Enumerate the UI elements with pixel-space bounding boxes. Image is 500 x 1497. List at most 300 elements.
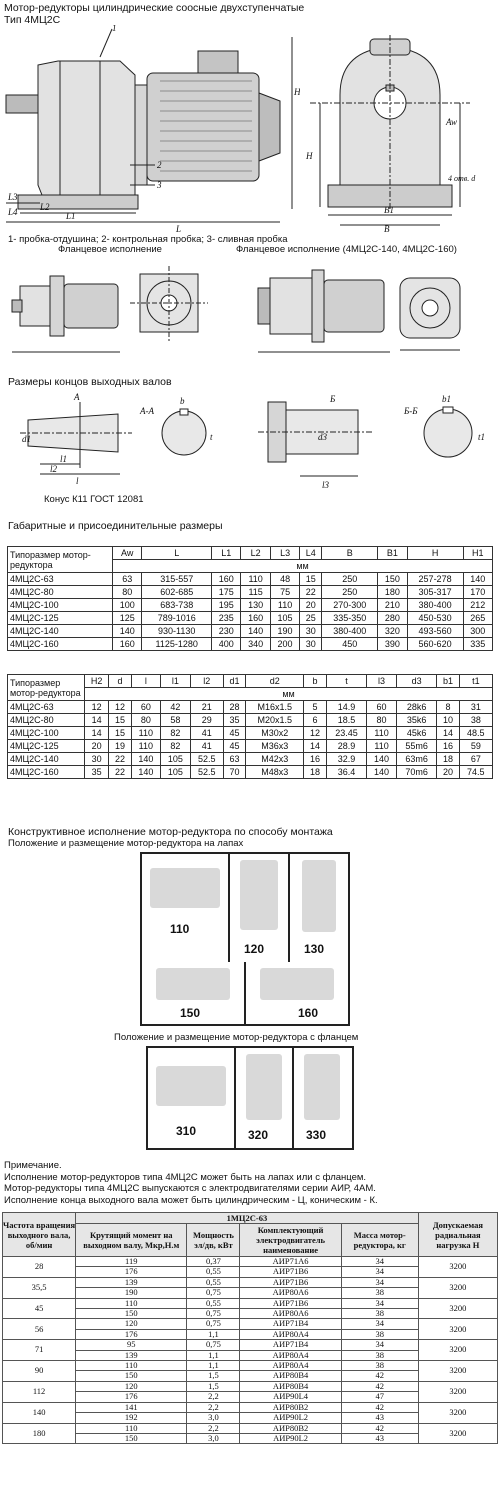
header-cell: B1 (378, 547, 407, 560)
spec-group-header: 1МЦ2С-63 (76, 1213, 419, 1224)
shafts-title: Размеры концов выходных валов (8, 376, 172, 388)
table-cell: 29 (190, 714, 223, 727)
header-cell: Типоразмер мотор-редуктора (8, 547, 113, 573)
table-cell: 22 (300, 586, 322, 599)
plug-legend: 1- пробка-отдушина; 2- контрольная пробка; 3- сливная пробка (8, 234, 288, 245)
spec-row (3, 1298, 498, 1308)
load-cell: 3200 (418, 1381, 497, 1402)
table-cell: 28k6 (396, 701, 437, 714)
table-cell: 15 (109, 727, 131, 740)
spec-cell: 150 (76, 1433, 187, 1443)
table-cell: 257-278 (407, 573, 463, 586)
spec-cell: 150 (76, 1371, 187, 1381)
mount-code: 310 (176, 1124, 197, 1138)
label-L1: L1 (66, 211, 76, 221)
table-cell: 105 (270, 612, 299, 625)
dims-table-1 (7, 546, 493, 651)
spec-cell: 42 (341, 1423, 418, 1433)
dims-title: Габаритные и присоединительные размеры (8, 520, 223, 532)
label-B: B (384, 224, 390, 234)
table-cell: 140 (367, 766, 397, 779)
table-cell: 160 (113, 638, 142, 651)
table-cell: M16x1.5 (246, 701, 304, 714)
feet-caption: Положение и размещение мотор-редуктора на лапах (8, 838, 244, 849)
label-H: H (294, 87, 300, 97)
table-cell: 4МЦ2С-80 (8, 714, 85, 727)
table-cell: 140 (367, 753, 397, 766)
spec-cell: 3,0 (187, 1413, 240, 1423)
motor-image (156, 1066, 226, 1106)
table-cell: 105 (161, 753, 191, 766)
spec-cell: 43 (341, 1433, 418, 1443)
mount-130 (290, 854, 348, 964)
mount-code: 150 (180, 1006, 201, 1020)
spec-cell: 2,2 (187, 1402, 240, 1412)
header-cell: l3 (367, 675, 397, 688)
header-cell: b1 (437, 675, 459, 688)
note-line: Исполнение мотор-редукторов типа 4МЦ2С может быть на лапах или с фланцем. (4, 1171, 367, 1183)
table-cell: 18 (437, 753, 459, 766)
table-cell: 340 (241, 638, 270, 651)
page-title: Мотор-редукторы цилиндрические соосные двухступенчатые (4, 2, 305, 14)
table-cell: 450 (322, 638, 378, 651)
table-cell: 15 (300, 573, 322, 586)
side-view-drawing (0, 25, 300, 235)
table-cell: 250 (322, 586, 378, 599)
table-cell: 270-300 (322, 599, 378, 612)
header-cell: L3 (270, 547, 299, 560)
table-cell: 52.5 (190, 753, 223, 766)
front-view-drawing (300, 25, 500, 235)
spec-cell: АИР71В6 (240, 1277, 341, 1287)
table-cell: 41 (190, 740, 223, 753)
motor-image (240, 860, 278, 930)
flange-drawings (0, 256, 500, 360)
shaft-ends-drawing (0, 392, 500, 510)
rpm-cell: 45 (3, 1298, 76, 1319)
header-cell: Aw (113, 547, 142, 560)
table-cell: 25 (300, 612, 322, 625)
motor-image (150, 868, 220, 908)
table-cell: 140 (131, 753, 161, 766)
spec-cell: АИР80А4 (240, 1361, 341, 1371)
table-row (8, 753, 493, 766)
table-cell: 200 (270, 638, 299, 651)
spec-cell: АИР80А6 (240, 1288, 341, 1298)
header-cell: d2 (246, 675, 304, 688)
spec-header-cell: Комплектующий электродвигатель наименование (240, 1224, 341, 1257)
spec-cell: АИР80А4 (240, 1329, 341, 1339)
header-cell: l1 (161, 675, 191, 688)
table-cell: 19 (109, 740, 131, 753)
table-cell: 38 (459, 714, 492, 727)
table-cell: 28 (223, 701, 245, 714)
table-row (8, 714, 493, 727)
motor-image (304, 1054, 340, 1120)
spec-cell: 34 (341, 1298, 418, 1308)
spec-cell: 95 (76, 1340, 187, 1350)
table-cell: 212 (463, 599, 493, 612)
table-cell: 250 (322, 573, 378, 586)
spec-cell: АИР71В4 (240, 1340, 341, 1350)
spec-row (3, 1277, 498, 1287)
spec-cell: 42 (341, 1402, 418, 1412)
table-cell: 105 (161, 766, 191, 779)
spec-cell: 34 (341, 1257, 418, 1267)
label-t: t (210, 432, 213, 442)
spec-cell: 1,5 (187, 1371, 240, 1381)
rpm-cell: 140 (3, 1402, 76, 1423)
spec-cell: 1,5 (187, 1381, 240, 1391)
feet-mount-row-1 (140, 852, 350, 966)
spec-cell: 0,55 (187, 1298, 240, 1308)
label-2: 2 (157, 160, 162, 170)
table-cell: 23.45 (326, 727, 367, 740)
table-cell: 12 (85, 701, 109, 714)
spec-cell: 1,1 (187, 1329, 240, 1339)
label-3: 3 (157, 180, 162, 190)
spec-cell: 34 (341, 1267, 418, 1277)
spec-header-cell: Допускаемая радиальная нагрузка Н (418, 1213, 497, 1257)
table-cell: 74.5 (459, 766, 492, 779)
spec-cell: 110 (76, 1423, 187, 1433)
spec-cell: АИР80В4 (240, 1371, 341, 1381)
table-cell: 14 (85, 727, 109, 740)
label-b1: b1 (442, 394, 451, 404)
motor-image (260, 968, 334, 1000)
header-cell: L (142, 547, 212, 560)
rpm-cell: 90 (3, 1361, 76, 1382)
spec-cell: 150 (76, 1309, 187, 1319)
table-cell: 190 (270, 625, 299, 638)
table-cell: 32.9 (326, 753, 367, 766)
spec-cell: 139 (76, 1277, 187, 1287)
flange-mount-caption: Положение и размещение мотор-редуктора с фланцем (114, 1032, 359, 1043)
table-cell: 82 (161, 740, 191, 753)
spec-row (3, 1361, 498, 1371)
table-cell: 45 (223, 727, 245, 740)
rpm-cell: 35,5 (3, 1277, 76, 1298)
table-cell: 230 (212, 625, 241, 638)
table-cell: 60 (367, 701, 397, 714)
header-cell: H2 (85, 675, 109, 688)
table-cell: 12 (109, 701, 131, 714)
table-cell: 80 (131, 714, 161, 727)
table-cell: 80 (367, 714, 397, 727)
table-cell: 300 (463, 625, 493, 638)
table-cell: 14 (437, 727, 459, 740)
table-cell: 28.9 (326, 740, 367, 753)
mount-code: 160 (298, 1006, 319, 1020)
table-cell: 4МЦ2С-125 (8, 740, 85, 753)
table-cell: 110 (131, 740, 161, 753)
table-cell: 10 (437, 714, 459, 727)
table-cell: 55m6 (396, 740, 437, 753)
header-cell: H (407, 547, 463, 560)
table-cell: 4МЦ2С-140 (8, 753, 85, 766)
table-cell: 125 (113, 612, 142, 625)
table-cell: 63 (113, 573, 142, 586)
table-cell: M30x2 (246, 727, 304, 740)
label-A: А (74, 392, 80, 402)
spec-cell: 38 (341, 1361, 418, 1371)
table-row (8, 766, 493, 779)
mount-120 (230, 854, 290, 964)
unit-cell: мм (85, 688, 493, 701)
spec-cell: 38 (341, 1350, 418, 1360)
load-cell: 3200 (418, 1277, 497, 1298)
table-row (8, 586, 493, 599)
table-row (8, 625, 493, 638)
label-holes: 4 отв. d (448, 174, 476, 183)
table-cell: 4МЦ2С-100 (8, 727, 85, 740)
table-cell: 140 (463, 573, 493, 586)
table-cell: 930-1130 (142, 625, 212, 638)
load-cell: 3200 (418, 1257, 497, 1278)
spec-cell: 38 (341, 1329, 418, 1339)
table-cell: 22 (109, 766, 131, 779)
table-cell: 4МЦ2С-100 (8, 599, 113, 612)
spec-cell: 38 (341, 1309, 418, 1319)
table-row (8, 638, 493, 651)
table-cell: 400 (212, 638, 241, 651)
table-cell: 789-1016 (142, 612, 212, 625)
table-cell: 30 (300, 638, 322, 651)
spec-cell: АИР80А6 (240, 1309, 341, 1319)
table-cell: 170 (463, 586, 493, 599)
label-l3: l3 (322, 480, 330, 490)
spec-cell: 176 (76, 1267, 187, 1277)
label-l1: l1 (60, 454, 68, 464)
table-cell: 140 (113, 625, 142, 638)
spec-row (3, 1423, 498, 1433)
table-cell: 315-557 (142, 573, 212, 586)
spec-cell: 1,1 (187, 1361, 240, 1371)
table-row (8, 701, 493, 714)
header-cell: l2 (190, 675, 223, 688)
table-cell: 305-317 (407, 586, 463, 599)
notes (4, 1160, 378, 1206)
table-cell: 4МЦ2С-160 (8, 638, 113, 651)
table-cell: 31 (459, 701, 492, 714)
flange-caption-right: Фланцевое исполнение (4МЦ2С-140, 4МЦ2С-160) (236, 244, 457, 255)
table-cell: 110 (270, 599, 299, 612)
flange-mount-row (146, 1046, 354, 1150)
load-cell: 3200 (418, 1319, 497, 1340)
table-cell: 35 (223, 714, 245, 727)
table-cell: 380-400 (407, 599, 463, 612)
mount-160 (246, 962, 348, 1024)
load-cell: 3200 (418, 1361, 497, 1382)
table-cell: 210 (378, 599, 407, 612)
spec-cell: 176 (76, 1392, 187, 1402)
table-cell: 4МЦ2С-63 (8, 701, 85, 714)
table-cell: 48.5 (459, 727, 492, 740)
table-cell: 380-400 (322, 625, 378, 638)
spec-header-cell: Крутящий момент на выходном валу, Мкр,Н.м (76, 1224, 187, 1257)
note-line: Исполнение конца выходного вала может быть цилиндрическим - Ц, коническим - К. (4, 1194, 378, 1206)
table-cell: 335-350 (322, 612, 378, 625)
header-cell: b (304, 675, 326, 688)
table-cell: 42 (161, 701, 191, 714)
table-cell: 140 (131, 766, 161, 779)
table-cell: 4МЦ2С-160 (8, 766, 85, 779)
spec-cell: АИР71В6 (240, 1267, 341, 1277)
table-cell: 602-685 (142, 586, 212, 599)
spec-cell: 42 (341, 1381, 418, 1391)
table-cell: 58 (161, 714, 191, 727)
table-cell: 63m6 (396, 753, 437, 766)
table-cell: 4МЦ2С-63 (8, 573, 113, 586)
spec-cell: 0,75 (187, 1288, 240, 1298)
mount-code: 110 (170, 922, 190, 936)
table-cell: 45 (223, 740, 245, 753)
spec-row (3, 1340, 498, 1350)
header-cell: d1 (223, 675, 245, 688)
table-cell: 195 (212, 599, 241, 612)
header-cell: d3 (396, 675, 437, 688)
table-row (8, 727, 493, 740)
table-cell: 80 (113, 586, 142, 599)
table-cell: 110 (367, 727, 397, 740)
table-cell: M48x3 (246, 766, 304, 779)
header-cell: L1 (212, 547, 241, 560)
header-cell: d (109, 675, 131, 688)
spec-row (3, 1257, 498, 1267)
spec-cell: 34 (341, 1277, 418, 1287)
table-cell: 450-530 (407, 612, 463, 625)
table-cell: 110 (131, 727, 161, 740)
table-cell: 110 (241, 573, 270, 586)
table-cell: 280 (378, 612, 407, 625)
spec-cell: 2,2 (187, 1392, 240, 1402)
table-row (8, 612, 493, 625)
spec-cell: 190 (76, 1288, 187, 1298)
table-cell: 16 (304, 753, 326, 766)
table-cell: 70m6 (396, 766, 437, 779)
type-label: Тип 4МЦ2С (4, 14, 61, 26)
spec-cell: 119 (76, 1257, 187, 1267)
table-cell: 12 (304, 727, 326, 740)
rpm-cell: 28 (3, 1257, 76, 1278)
spec-cell: 176 (76, 1329, 187, 1339)
spec-cell: 1,1 (187, 1350, 240, 1360)
table-cell: 52.5 (190, 766, 223, 779)
table-cell: M42x3 (246, 753, 304, 766)
table-cell: 335 (463, 638, 493, 651)
label-Aw: Aw (446, 117, 458, 127)
spec-cell: АИР80В2 (240, 1423, 341, 1433)
mount-110 (142, 854, 230, 964)
spec-cell: 38 (341, 1288, 418, 1298)
table-cell: 15 (109, 714, 131, 727)
table-cell: 320 (378, 625, 407, 638)
table-cell: 75 (270, 586, 299, 599)
table-cell: 110 (367, 740, 397, 753)
table-cell: 48 (270, 573, 299, 586)
label-l: l (76, 476, 79, 486)
load-cell: 3200 (418, 1402, 497, 1423)
spec-group-row (3, 1213, 498, 1224)
spec-cell: 120 (76, 1319, 187, 1329)
label-B1: B1 (384, 205, 394, 215)
label-L2: L2 (40, 202, 50, 212)
header-cell: Типоразмер мотор-редуктора (8, 675, 85, 701)
table-cell: 5 (304, 701, 326, 714)
mount-code: 330 (306, 1128, 327, 1142)
spec-cell: АИР71А6 (240, 1257, 341, 1267)
notes-heading: Примечание. (4, 1160, 62, 1171)
load-cell: 3200 (418, 1423, 497, 1444)
spec-cell: 0,75 (187, 1340, 240, 1350)
spec-cell: 3,0 (187, 1433, 240, 1443)
table-cell: 30 (85, 753, 109, 766)
table-cell: M20x1.5 (246, 714, 304, 727)
table-cell: 14 (85, 714, 109, 727)
mount-code: 130 (304, 942, 325, 956)
spec-table (2, 1212, 498, 1444)
load-cell: 3200 (418, 1298, 497, 1319)
spec-cell: 2,2 (187, 1423, 240, 1433)
spec-cell: АИР90L2 (240, 1433, 341, 1443)
table-cell: 115 (241, 586, 270, 599)
table-cell: 493-560 (407, 625, 463, 638)
table-cell: 59 (459, 740, 492, 753)
table-cell: 63 (223, 753, 245, 766)
table-cell: 235 (212, 612, 241, 625)
table-cell: 22 (109, 753, 131, 766)
motor-image (156, 968, 230, 1000)
mount-320 (236, 1048, 294, 1148)
table-cell: 160 (241, 612, 270, 625)
label-d3: d3 (318, 432, 327, 442)
dims-table-2 (7, 674, 493, 779)
rpm-cell: 71 (3, 1340, 76, 1361)
table-cell: 100 (113, 599, 142, 612)
table-cell: 160 (212, 573, 241, 586)
label-L4: L4 (8, 207, 18, 217)
label-L3: L3 (8, 192, 18, 202)
table-cell: 35 (85, 766, 109, 779)
spec-cell: 139 (76, 1350, 187, 1360)
spec-header-cell: Масса мотор-редуктора, кг (341, 1224, 418, 1257)
rpm-cell: 112 (3, 1381, 76, 1402)
table-cell: 20 (437, 766, 459, 779)
table-cell: 60 (131, 701, 161, 714)
table-cell: 4МЦ2С-80 (8, 586, 113, 599)
mount-150 (142, 962, 246, 1024)
table-cell: 20 (300, 599, 322, 612)
header-cell: t (326, 675, 367, 688)
mounting-title: Конструктивное исполнение мотор-редуктора по способу монтажа (8, 826, 333, 838)
label-L: L (176, 224, 182, 234)
spec-cell: 47 (341, 1392, 418, 1402)
spec-cell: 141 (76, 1402, 187, 1412)
header-cell: l (131, 675, 161, 688)
header-cell: H1 (463, 547, 493, 560)
table-cell: 130 (241, 599, 270, 612)
unit-cell: мм (113, 560, 493, 573)
mount-310 (148, 1048, 236, 1148)
table-cell: 683-738 (142, 599, 212, 612)
feet-mount-row-2 (140, 962, 350, 1026)
table-header-row (8, 547, 493, 560)
spec-cell: 0,55 (187, 1277, 240, 1287)
table-cell: 4МЦ2С-140 (8, 625, 113, 638)
spec-cell: АИР71В4 (240, 1319, 341, 1329)
mount-330 (294, 1048, 352, 1148)
table-cell: 18 (304, 766, 326, 779)
